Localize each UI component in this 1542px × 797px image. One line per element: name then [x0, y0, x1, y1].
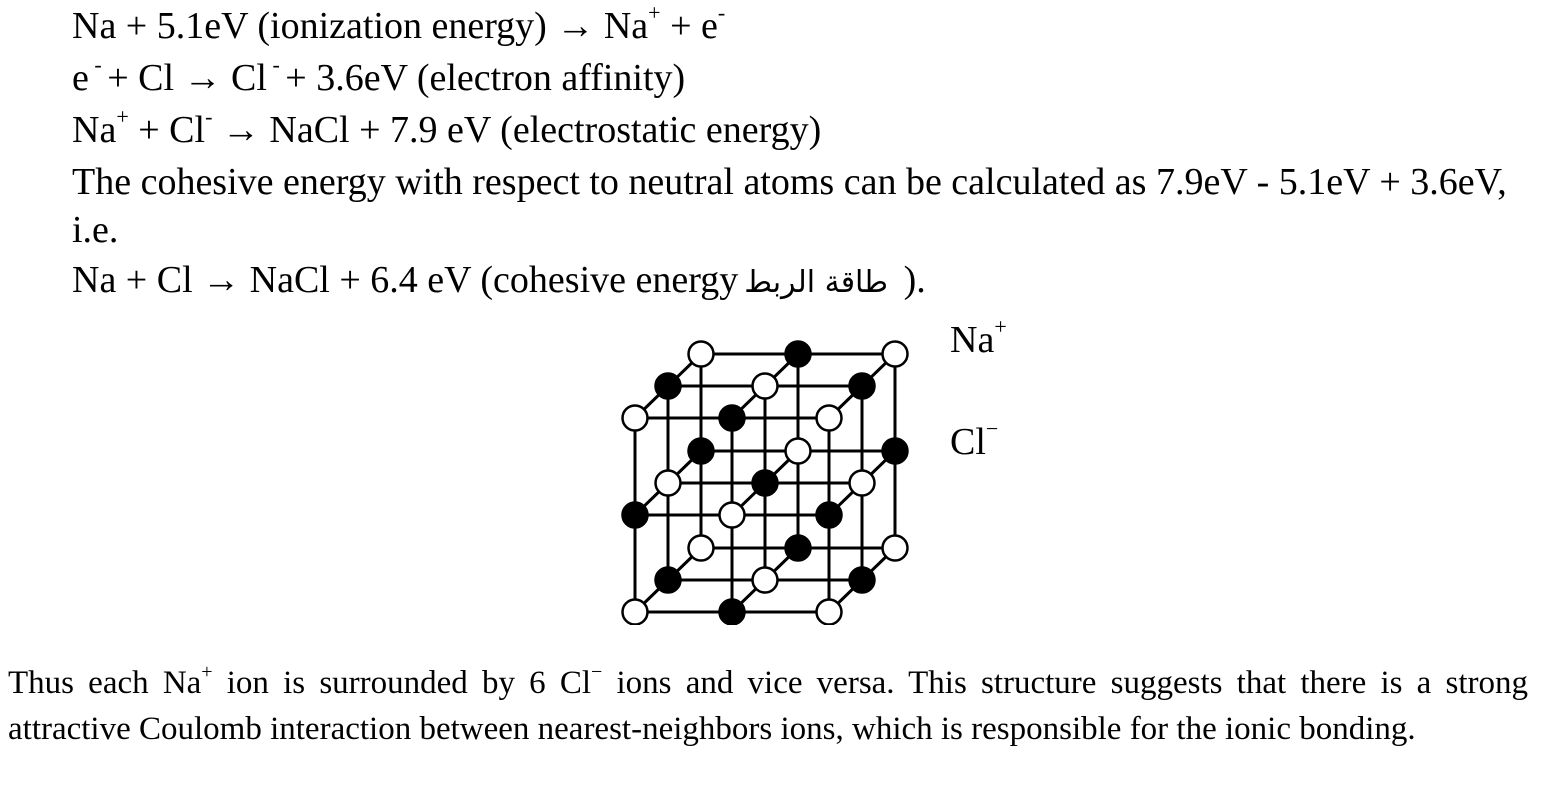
- eq-cohesive-text: Na + Cl → NaCl + 6.4 eV (cohesive energy: [72, 259, 739, 301]
- arabic-term: طاقة الربط: [744, 265, 889, 300]
- para-text-1: Thus each Na: [8, 665, 202, 701]
- nacl-lattice-diagram: [610, 325, 920, 625]
- eq1-text-mid: + e: [660, 5, 718, 47]
- na-ion: [753, 568, 778, 593]
- para-text-3: ions and vice versa. This structure suggests that there is a strong attractive Coulomb interaction between nearest-neighbors ions, which is responsible for the ionic bonding.: [8, 665, 1528, 747]
- eq3-text: Na: [72, 109, 117, 151]
- eq1-text: Na + 5.1eV (ionization energy) → Na: [72, 5, 649, 47]
- equation-cohesive: [72, 258, 926, 305]
- na-ion: [656, 471, 681, 496]
- para-sup-2: −: [591, 661, 603, 683]
- legend-na-label: [950, 314, 1007, 362]
- equation-electrostatic: [72, 104, 822, 152]
- na-ion: [883, 342, 908, 367]
- cl-ion: [689, 439, 714, 464]
- equation-ionization: [72, 0, 726, 48]
- cl-ion: [720, 406, 745, 431]
- cohesive-statement: The cohesive energy with respect to neutral atoms can be calculated as 7.9eV - 5.1eV + 3.6eV, i.e.: [72, 161, 1507, 251]
- eq3-sup-2: -: [205, 104, 213, 129]
- lattice-ions: [623, 342, 908, 625]
- eq1-sup-minus: -: [717, 0, 726, 25]
- na-ion: [689, 342, 714, 367]
- eq2-text-mid: + Cl → Cl: [107, 57, 267, 99]
- na-ion: [850, 471, 875, 496]
- eq-cohesive-post: ).: [894, 259, 926, 301]
- para-sup-1: +: [201, 661, 213, 683]
- na-ion: [817, 600, 842, 625]
- cl-ion: [850, 568, 875, 593]
- legend-cl-label: [950, 416, 999, 464]
- eq2-sup-1: -: [88, 52, 108, 77]
- eq2-sup-2: -: [266, 52, 286, 77]
- eq3-sup-1: +: [116, 104, 129, 129]
- cl-ion: [656, 374, 681, 399]
- na-ion: [689, 536, 714, 561]
- equation-electron-affinity: [72, 52, 686, 100]
- eq3-text-mid: + Cl: [128, 109, 206, 151]
- na-ion: [817, 406, 842, 431]
- eq1-sup-plus: +: [648, 0, 661, 25]
- eq2-text-post: + 3.6eV (electron affinity): [285, 57, 686, 99]
- legend-na-sup: +: [994, 314, 1007, 339]
- cl-ion: [883, 439, 908, 464]
- eq2-text: e: [72, 57, 89, 99]
- cl-ion: [656, 568, 681, 593]
- na-ion: [623, 600, 648, 625]
- na-ion: [720, 503, 745, 528]
- na-ion: [753, 374, 778, 399]
- na-ion: [786, 439, 811, 464]
- cl-ion: [817, 503, 842, 528]
- cl-ion: [786, 342, 811, 367]
- na-ion: [623, 406, 648, 431]
- explanation-paragraph: [8, 660, 1528, 752]
- cl-ion: [720, 600, 745, 625]
- na-ion: [883, 536, 908, 561]
- cl-ion: [850, 374, 875, 399]
- cl-ion: [786, 536, 811, 561]
- para-text-2: ion is surrounded by 6 Cl: [212, 665, 592, 701]
- legend-cl-text: Cl: [950, 421, 986, 463]
- cl-ion: [623, 503, 648, 528]
- eq3-text-post: → NaCl + 7.9 eV (electrostatic energy): [212, 109, 822, 151]
- legend-cl-sup: −: [985, 416, 999, 441]
- legend-na-text: Na: [950, 319, 995, 361]
- cl-ion: [753, 471, 778, 496]
